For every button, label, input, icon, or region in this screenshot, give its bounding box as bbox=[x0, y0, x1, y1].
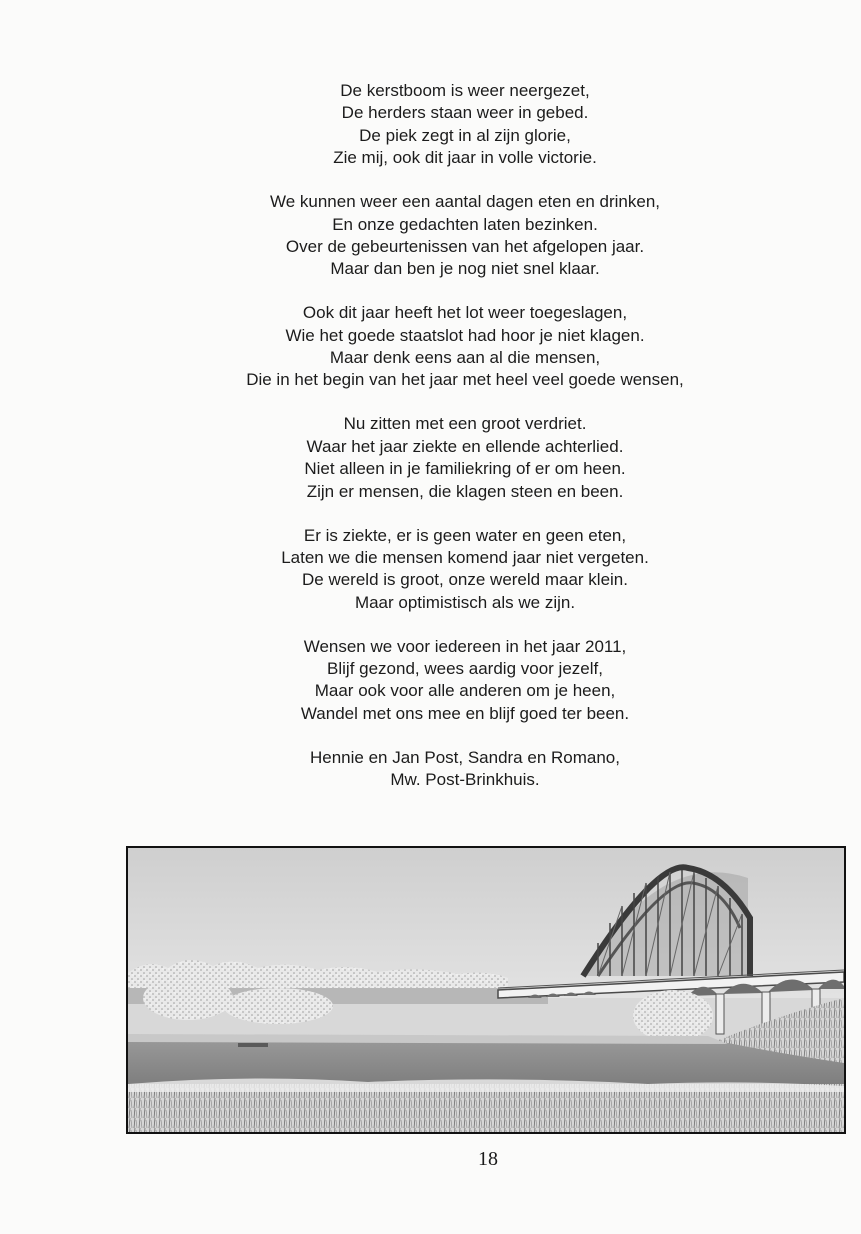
poem bbox=[0, 80, 861, 813]
poem-line: Maar optimistisch als we zijn. bbox=[354, 592, 576, 612]
stanza-6 bbox=[0, 636, 861, 726]
signature bbox=[0, 747, 861, 792]
bridge-photo-image bbox=[128, 848, 844, 1132]
bridge-photo bbox=[126, 846, 846, 1134]
poem-line: Maar ook voor alle anderen om je heen, bbox=[314, 681, 616, 701]
poem-line: Over de gebeurtenissen van het afgelopen jaar. bbox=[285, 236, 645, 256]
poem-line: Laten we die mensen komend jaar niet vergeten. bbox=[281, 547, 649, 567]
poem-line: Maar denk eens aan al die mensen, bbox=[329, 348, 601, 368]
poem-line: Nu zitten met een groot verdriet. bbox=[343, 414, 587, 434]
poem-line: Ook dit jaar heeft het lot weer toegeslagen, bbox=[302, 303, 628, 323]
poem-line: Wensen we voor iedereen in het jaar 2011, bbox=[303, 636, 627, 656]
signature-line: Hennie en Jan Post, Sandra en Romano, bbox=[310, 747, 620, 767]
poem-line: Wie het goede staatslot had hoor je niet klagen. bbox=[285, 325, 645, 345]
poem-line: Die in het begin van het jaar met heel veel goede wensen, bbox=[246, 370, 684, 390]
poem-line: Zie mij, ook dit jaar in volle victorie. bbox=[333, 148, 597, 168]
stanza-4 bbox=[0, 413, 861, 503]
stanza-5 bbox=[0, 525, 861, 615]
poem-line: Maar dan ben je nog niet snel klaar. bbox=[330, 259, 600, 279]
poem-line: Zijn er mensen, die klagen steen en been. bbox=[306, 481, 624, 501]
stanza-3 bbox=[0, 302, 861, 392]
poem-line: De herders staan weer in gebed. bbox=[341, 103, 589, 123]
poem-line: We kunnen weer een aantal dagen eten en drinken, bbox=[269, 192, 661, 212]
signature-line: Mw. Post-Brinkhuis. bbox=[390, 770, 540, 790]
stanza-2 bbox=[0, 191, 861, 281]
stanza-1 bbox=[0, 80, 861, 170]
poem-line: Niet alleen in je familiekring of er om heen. bbox=[304, 459, 626, 479]
poem-line: De piek zegt in al zijn glorie, bbox=[359, 125, 571, 145]
poem-line: De kerstboom is weer neergezet, bbox=[340, 81, 590, 100]
poem-line: Blijf gezond, wees aardig voor jezelf, bbox=[327, 659, 603, 679]
poem-line: En onze gedachten laten bezinken. bbox=[332, 214, 598, 234]
page-number: 18 bbox=[478, 1148, 498, 1170]
poem-line: Wandel met ons mee en blijf goed ter been. bbox=[300, 703, 630, 723]
poem-line: De wereld is groot, onze wereld maar klein. bbox=[302, 570, 628, 590]
poem-line: Er is ziekte, er is geen water en geen eten, bbox=[303, 525, 627, 545]
poem-line: Waar het jaar ziekte en ellende achterlied. bbox=[306, 436, 624, 456]
